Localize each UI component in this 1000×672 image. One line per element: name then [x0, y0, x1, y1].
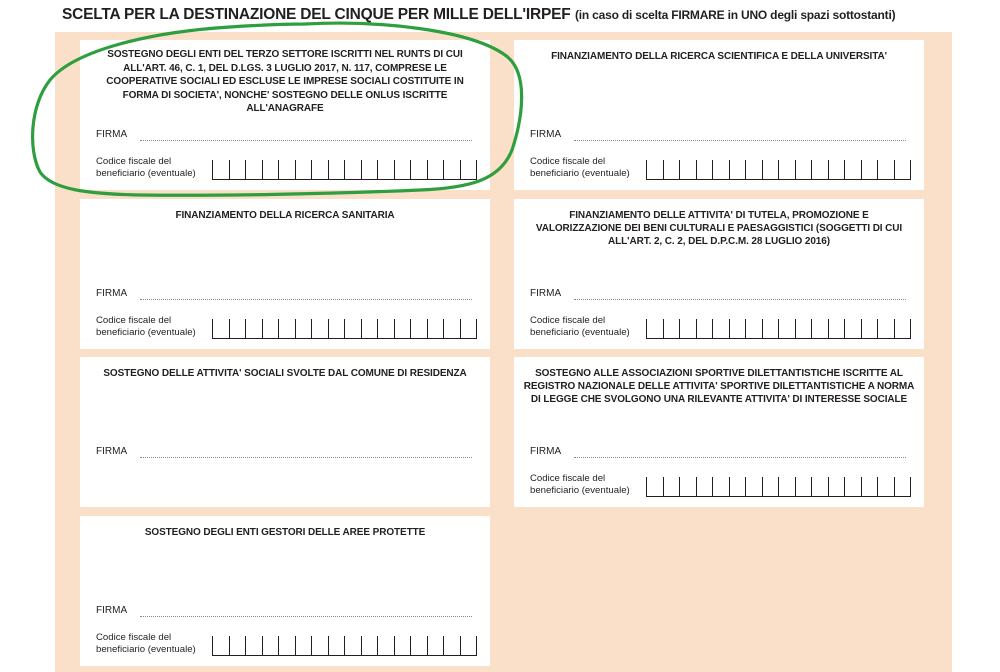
- firma-label: FIRMA: [96, 605, 128, 616]
- codice-fiscale-cell[interactable]: [696, 160, 713, 179]
- section-aree-protette: [80, 516, 490, 666]
- codice-fiscale-cell[interactable]: [663, 319, 680, 338]
- codice-fiscale-label: [530, 156, 630, 179]
- codice-fiscale-cell[interactable]: [344, 636, 361, 655]
- codice-fiscale-label-line2: beneficiario (eventuale): [530, 326, 630, 338]
- codice-fiscale-cell[interactable]: [811, 319, 828, 338]
- firma-label: FIRMA: [530, 288, 562, 299]
- codice-fiscale-cell[interactable]: [894, 477, 912, 496]
- codice-fiscale-cell[interactable]: [795, 477, 812, 496]
- codice-fiscale-cell[interactable]: [328, 319, 345, 338]
- codice-fiscale-cell[interactable]: [894, 319, 912, 338]
- codice-fiscale-cell[interactable]: [295, 160, 312, 179]
- codice-fiscale-cell[interactable]: [427, 160, 444, 179]
- codice-fiscale-cell[interactable]: [229, 319, 246, 338]
- section-title: FINANZIAMENTO DELLA RICERCA SCIENTIFICA E DELLA UNIVERSITA': [551, 51, 887, 62]
- codice-fiscale-cell[interactable]: [460, 160, 478, 179]
- firma-label: FIRMA: [96, 446, 128, 457]
- codice-fiscale-label-line2: beneficiario (eventuale): [530, 484, 630, 496]
- codice-fiscale-cell[interactable]: [295, 636, 312, 655]
- codice-fiscale-cell[interactable]: [729, 319, 746, 338]
- firma-signature-field[interactable]: [140, 457, 472, 458]
- section-title: SOSTEGNO DEGLI ENTI GESTORI DELLE AREE PROTETTE: [144, 527, 426, 538]
- codice-fiscale-cell[interactable]: [377, 636, 394, 655]
- codice-fiscale-cell[interactable]: [443, 160, 460, 179]
- codice-fiscale-cell[interactable]: [278, 636, 295, 655]
- codice-fiscale-label-line1: Codice fiscale del: [530, 315, 606, 326]
- codice-fiscale-cell[interactable]: [245, 160, 262, 179]
- codice-fiscale-cell[interactable]: [344, 319, 361, 338]
- codice-fiscale-label: [96, 156, 196, 179]
- codice-fiscale-cell[interactable]: [460, 636, 478, 655]
- codice-fiscale-cell[interactable]: [278, 319, 295, 338]
- section-title: FINANZIAMENTO DELLA RICERCA SANITARIA: [175, 210, 395, 221]
- section-title: SOSTEGNO DEGLI ENTI DEL TERZO SETTORE ISCRITTI NEL RUNTS DI CUI ALL'ART. 46, C. 1, DEL D.LGS. 3 LUGLIO 2017, N. 117, COMPRESE LE COOPERATIVE SOCIALI ED ESCLUSE LE IMPRESE SOCIALI COSTITUITE IN FORMA DI SOCIETA', NONCHE' SOSTEGNO DELLE ONLUS ISCRITTE ALL'ANAGRAFE: [106, 49, 464, 114]
- codice-fiscale-cell[interactable]: [762, 477, 779, 496]
- codice-fiscale-label: [96, 632, 196, 655]
- codice-fiscale-cell[interactable]: [394, 319, 411, 338]
- form-header: [62, 6, 992, 32]
- codice-fiscale-cell[interactable]: [278, 160, 295, 179]
- codice-fiscale-cell[interactable]: [245, 319, 262, 338]
- codice-fiscale-cell[interactable]: [646, 160, 663, 179]
- codice-fiscale-cell[interactable]: [377, 319, 394, 338]
- codice-fiscale-cell[interactable]: [844, 319, 861, 338]
- codice-fiscale-cell[interactable]: [828, 160, 845, 179]
- codice-fiscale-cell[interactable]: [663, 160, 680, 179]
- codice-fiscale-cell[interactable]: [877, 477, 894, 496]
- codice-fiscale-cell[interactable]: [795, 160, 812, 179]
- codice-fiscale-cell[interactable]: [361, 160, 378, 179]
- codice-fiscale-cell[interactable]: [410, 636, 427, 655]
- codice-fiscale-cell[interactable]: [745, 319, 762, 338]
- firma-label: FIRMA: [530, 446, 562, 457]
- codice-fiscale-cell[interactable]: [828, 477, 845, 496]
- codice-fiscale-label-line1: Codice fiscale del: [96, 632, 172, 643]
- codice-fiscale-input[interactable]: [646, 319, 911, 339]
- codice-fiscale-label-line2: beneficiario (eventuale): [530, 167, 630, 179]
- firma-label: FIRMA: [530, 129, 562, 140]
- codice-fiscale-cell[interactable]: [328, 160, 345, 179]
- codice-fiscale-cell[interactable]: [427, 636, 444, 655]
- codice-fiscale-cell[interactable]: [344, 160, 361, 179]
- codice-fiscale-cell[interactable]: [778, 319, 795, 338]
- codice-fiscale-label-line2: beneficiario (eventuale): [96, 167, 196, 179]
- codice-fiscale-label-line1: Codice fiscale del: [96, 156, 172, 167]
- codice-fiscale-input[interactable]: [212, 160, 477, 180]
- codice-fiscale-input[interactable]: [212, 636, 477, 656]
- codice-fiscale-cell[interactable]: [877, 319, 894, 338]
- codice-fiscale-cell[interactable]: [696, 477, 713, 496]
- codice-fiscale-cell[interactable]: [410, 160, 427, 179]
- codice-fiscale-label: [530, 473, 630, 496]
- codice-fiscale-input[interactable]: [646, 160, 911, 180]
- section-beni-culturali: [514, 199, 924, 349]
- codice-fiscale-cell[interactable]: [460, 319, 478, 338]
- form-note: (in caso di scelta FIRMARE in UNO degli spazi sottostanti): [574, 8, 896, 22]
- codice-fiscale-cell[interactable]: [877, 160, 894, 179]
- codice-fiscale-cell[interactable]: [295, 319, 312, 338]
- codice-fiscale-cell[interactable]: [427, 319, 444, 338]
- codice-fiscale-cell[interactable]: [729, 477, 746, 496]
- codice-fiscale-label-line1: Codice fiscale del: [530, 473, 606, 484]
- codice-fiscale-cell[interactable]: [679, 160, 696, 179]
- firma-signature-field[interactable]: [140, 616, 472, 617]
- codice-fiscale-cell[interactable]: [410, 319, 427, 338]
- codice-fiscale-cell[interactable]: [844, 477, 861, 496]
- codice-fiscale-cell[interactable]: [443, 636, 460, 655]
- codice-fiscale-cell[interactable]: [844, 160, 861, 179]
- codice-fiscale-cell[interactable]: [712, 160, 729, 179]
- section-ricerca-scientifica: [514, 40, 924, 190]
- codice-fiscale-cell[interactable]: [861, 160, 878, 179]
- codice-fiscale-cell[interactable]: [311, 160, 328, 179]
- form-title: SCELTA PER LA DESTINAZIONE DEL CINQUE PER MILLE DELL'IRPEF: [62, 6, 571, 23]
- codice-fiscale-input[interactable]: [212, 319, 477, 339]
- codice-fiscale-cell[interactable]: [311, 636, 328, 655]
- codice-fiscale-cell[interactable]: [229, 160, 246, 179]
- firma-signature-field[interactable]: [574, 457, 906, 458]
- codice-fiscale-cell[interactable]: [212, 636, 229, 655]
- codice-fiscale-cell[interactable]: [646, 477, 663, 496]
- codice-fiscale-cell[interactable]: [811, 160, 828, 179]
- codice-fiscale-cell[interactable]: [762, 319, 779, 338]
- codice-fiscale-cell[interactable]: [696, 319, 713, 338]
- codice-fiscale-cell[interactable]: [712, 319, 729, 338]
- codice-fiscale-cell[interactable]: [861, 477, 878, 496]
- codice-fiscale-cell[interactable]: [262, 636, 279, 655]
- codice-fiscale-input[interactable]: [646, 477, 911, 497]
- codice-fiscale-cell[interactable]: [212, 160, 229, 179]
- codice-fiscale-cell[interactable]: [778, 160, 795, 179]
- firma-signature-field[interactable]: [140, 140, 472, 141]
- codice-fiscale-label-line2: beneficiario (eventuale): [96, 326, 196, 338]
- codice-fiscale-label: [530, 315, 630, 338]
- codice-fiscale-cell[interactable]: [443, 319, 460, 338]
- codice-fiscale-cell[interactable]: [311, 319, 328, 338]
- codice-fiscale-cell[interactable]: [811, 477, 828, 496]
- codice-fiscale-cell[interactable]: [861, 319, 878, 338]
- codice-fiscale-cell[interactable]: [762, 160, 779, 179]
- section-terzo-settore: [80, 40, 490, 190]
- codice-fiscale-cell[interactable]: [828, 319, 845, 338]
- section-title: SOSTEGNO DELLE ATTIVITA' SOCIALI SVOLTE DAL COMUNE DI RESIDENZA: [103, 368, 467, 379]
- codice-fiscale-label-line2: beneficiario (eventuale): [96, 643, 196, 655]
- section-title: FINANZIAMENTO DELLE ATTIVITA' DI TUTELA, PROMOZIONE E VALORIZZAZIONE DEI BENI CULTURALI E PAESAGGISTICI (SOGGETTI DI CUI ALL'ART. 2, C. 2, DEL D.P.C.M. 28 LUGLIO 2016): [535, 210, 903, 247]
- codice-fiscale-cell[interactable]: [729, 160, 746, 179]
- codice-fiscale-cell[interactable]: [394, 636, 411, 655]
- codice-fiscale-cell[interactable]: [894, 160, 912, 179]
- codice-fiscale-cell[interactable]: [712, 477, 729, 496]
- codice-fiscale-cell[interactable]: [262, 319, 279, 338]
- codice-fiscale-cell[interactable]: [361, 636, 378, 655]
- codice-fiscale-cell[interactable]: [328, 636, 345, 655]
- codice-fiscale-cell[interactable]: [679, 477, 696, 496]
- codice-fiscale-label-line1: Codice fiscale del: [530, 156, 606, 167]
- codice-fiscale-cell[interactable]: [795, 319, 812, 338]
- codice-fiscale-cell[interactable]: [745, 160, 762, 179]
- codice-fiscale-cell[interactable]: [229, 636, 246, 655]
- codice-fiscale-cell[interactable]: [778, 477, 795, 496]
- codice-fiscale-label: [96, 315, 196, 338]
- section-associazioni-sportive: [514, 357, 924, 507]
- codice-fiscale-cell[interactable]: [212, 319, 229, 338]
- codice-fiscale-cell[interactable]: [646, 319, 663, 338]
- section-comune-residenza: [80, 357, 490, 507]
- firma-signature-field[interactable]: [574, 140, 906, 141]
- codice-fiscale-label-line1: Codice fiscale del: [96, 315, 172, 326]
- codice-fiscale-cell[interactable]: [377, 160, 394, 179]
- codice-fiscale-cell[interactable]: [262, 160, 279, 179]
- firma-signature-field[interactable]: [574, 299, 906, 300]
- codice-fiscale-cell[interactable]: [361, 319, 378, 338]
- firma-label: FIRMA: [96, 288, 128, 299]
- codice-fiscale-cell[interactable]: [394, 160, 411, 179]
- firma-signature-field[interactable]: [140, 299, 472, 300]
- codice-fiscale-cell[interactable]: [745, 477, 762, 496]
- section-title: SOSTEGNO ALLE ASSOCIAZIONI SPORTIVE DILETTANTISTICHE ISCRITTE AL REGISTRO NAZIONALE DELLE ATTIVITA' SPORTIVE DILETTANTISTICHE A NORMA DI LEGGE CHE SVOLGONO UNA RILEVANTE ATTIVITA' DI INTERESSE SOCIALE: [523, 368, 915, 405]
- section-ricerca-sanitaria: [80, 199, 490, 349]
- codice-fiscale-cell[interactable]: [679, 319, 696, 338]
- firma-label: FIRMA: [96, 129, 128, 140]
- codice-fiscale-cell[interactable]: [245, 636, 262, 655]
- codice-fiscale-cell[interactable]: [663, 477, 680, 496]
